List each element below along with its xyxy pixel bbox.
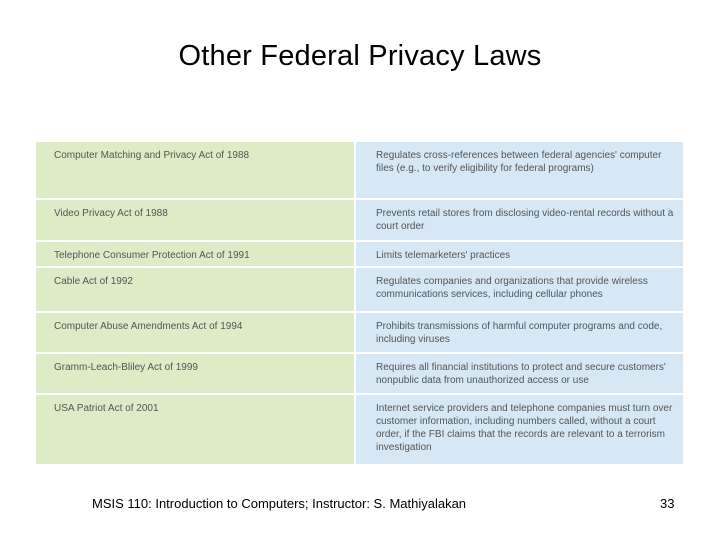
privacy-laws-table: [36, 142, 683, 464]
law-description-cell: Prohibits transmissions of harmful computer programs and code, including viruses: [356, 313, 683, 352]
law-name-cell: Telephone Consumer Protection Act of 1991: [36, 242, 356, 266]
law-name-cell: Gramm-Leach-Bliley Act of 1999: [36, 354, 356, 393]
table-row: [36, 395, 683, 464]
law-description-cell: Regulates cross-references between federal agencies' computer files (e.g., to verify eligibility for federal programs): [356, 142, 683, 198]
law-description-cell: Internet service providers and telephone companies must turn over customer information, including numbers called, without a court order, if the FBI claims that the records are relevant to a terrorism investigation: [356, 395, 683, 464]
table-row: [36, 354, 683, 395]
law-name-cell: Computer Matching and Privacy Act of 1988: [36, 142, 356, 198]
table-row: [36, 142, 683, 200]
law-description-cell: Limits telemarketers' practices: [356, 242, 683, 266]
footer-course-info: MSIS 110: Introduction to Computers; Instructor: S. Mathiyalakan: [92, 496, 467, 511]
law-description-cell: Prevents retail stores from disclosing video-rental records without a court order: [356, 200, 683, 240]
table-row: [36, 268, 683, 313]
law-name-cell: Cable Act of 1992: [36, 268, 356, 311]
law-name-cell: USA Patriot Act of 2001: [36, 395, 356, 464]
slide-title: Other Federal Privacy Laws: [178, 40, 542, 72]
law-description-cell: Regulates companies and organizations that provide wireless communications services, including cellular phones: [356, 268, 683, 311]
law-name-cell: Video Privacy Act of 1988: [36, 200, 356, 240]
page-number: 33: [660, 496, 675, 511]
table-row: [36, 200, 683, 242]
law-description-cell: Requires all financial institutions to protect and secure customers' nonpublic data from unauthorized access or use: [356, 354, 683, 393]
law-name-cell: Computer Abuse Amendments Act of 1994: [36, 313, 356, 352]
table-row: [36, 313, 683, 354]
table-row: [36, 242, 683, 268]
